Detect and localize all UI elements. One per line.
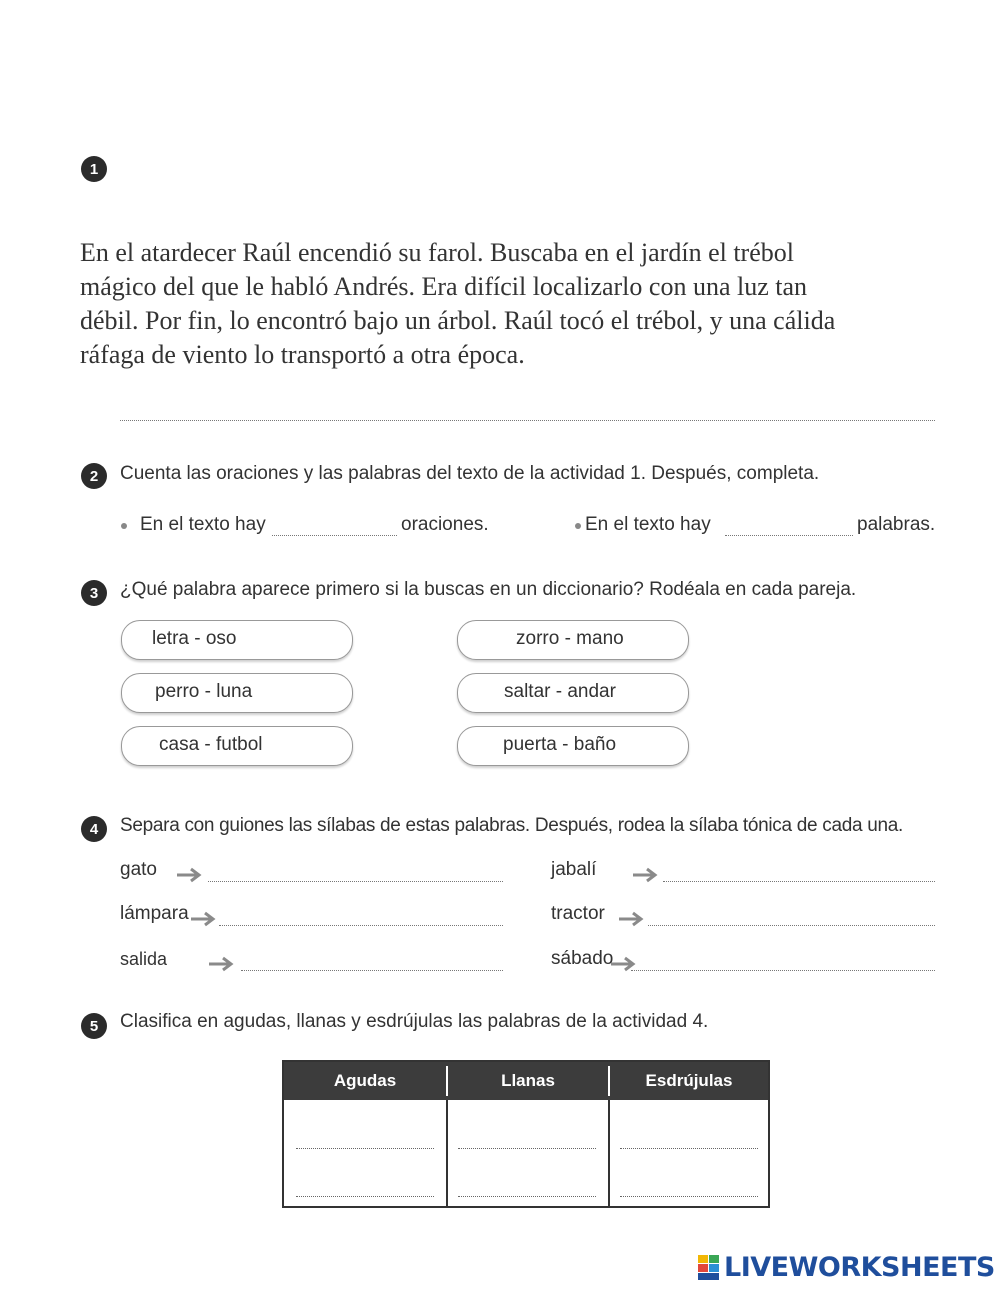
word-pair-text: zorro - mano (516, 628, 624, 649)
activity-1-number: 1 (81, 156, 107, 182)
syllable-word: jabalí (551, 859, 597, 880)
arrow-right-icon (618, 911, 646, 927)
llanas-answer-line[interactable] (458, 1196, 596, 1197)
word-pair-text: perro - luna (155, 681, 253, 702)
agudas-answer-line[interactable] (296, 1196, 434, 1197)
arrow-right-icon (632, 867, 660, 883)
activity-2-instruction: Cuenta las oraciones y las palabras del texto de la actividad 1. Después, completa. (120, 463, 820, 484)
word-count-input[interactable] (725, 535, 853, 536)
liveworksheets-logo (698, 1250, 995, 1284)
story-line: mágico del que le habló Andrés. Era difícil localizarlo con una luz tan (80, 272, 808, 301)
word-pair-text: puerta - baño (503, 734, 617, 755)
activity-4-number: 4 (81, 816, 107, 842)
syllable-answer-line[interactable] (219, 925, 503, 926)
word-pair-pill[interactable] (121, 726, 353, 766)
word-pair-text: letra - oso (152, 628, 237, 649)
classification-table (282, 1060, 770, 1208)
sentence-count-suffix: oraciones. (401, 514, 489, 535)
agudas-answer-line[interactable] (296, 1148, 434, 1149)
syllable-word: tractor (551, 903, 605, 924)
activity-5-number: 5 (81, 1013, 107, 1039)
sentence-count-label: En el texto hay (140, 514, 266, 535)
esdrujulas-answer-line[interactable] (620, 1148, 758, 1149)
word-count-label: En el texto hay (585, 514, 711, 535)
story-line: débil. Por fin, lo encontró bajo un árbol. Raúl tocó el trébol, y una cálida (80, 306, 836, 335)
syllable-word: sábado (551, 948, 614, 969)
word-pair-pill[interactable] (457, 726, 689, 766)
syllable-answer-line[interactable] (631, 970, 935, 971)
header-llanas: Llanas (501, 1071, 555, 1090)
word-pair-pill[interactable] (457, 673, 689, 713)
word-pair-text: saltar - andar (504, 681, 616, 702)
brand-name: LIVEWORKSHEETS (724, 1251, 995, 1283)
story-line: ráfaga de viento lo transportó a otra época. (80, 340, 525, 369)
syllable-word: gato (120, 859, 157, 880)
story-text (80, 236, 950, 372)
word-pair-pill[interactable] (457, 620, 689, 660)
activity-3-instruction: ¿Qué palabra aparece primero si la buscas en un diccionario? Rodéala en cada pareja. (120, 579, 857, 600)
word-pair-pill[interactable] (121, 620, 353, 660)
arrow-right-icon (208, 956, 236, 972)
header-agudas: Agudas (333, 1071, 397, 1090)
syllable-answer-line[interactable] (241, 970, 503, 971)
table-header (284, 1062, 768, 1100)
liveworksheets-logo-icon (698, 1253, 720, 1281)
column-divider (608, 1100, 610, 1206)
syllable-answer-line[interactable] (663, 881, 935, 882)
activity-4-instruction: Separa con guiones las sílabas de estas palabras. Después, rodea la sílaba tónica de cada una. (120, 815, 904, 836)
sentence-count-input[interactable] (272, 535, 397, 536)
activity-3-number: 3 (81, 580, 107, 606)
bullet (575, 523, 581, 529)
word-pair-text: casa - futbol (159, 734, 263, 755)
syllable-word: salida (120, 949, 168, 969)
arrow-right-icon (190, 911, 218, 927)
llanas-answer-line[interactable] (458, 1148, 596, 1149)
arrow-right-icon (176, 867, 204, 883)
answer-line-activity-1[interactable] (120, 420, 935, 421)
syllable-answer-line[interactable] (648, 925, 935, 926)
activity-5-instruction: Clasifica en agudas, llanas y esdrújulas las palabras de la actividad 4. (120, 1011, 709, 1032)
bullet (121, 523, 127, 529)
header-esdrujulas: Esdrújulas (645, 1071, 733, 1090)
word-count-suffix: palabras. (857, 514, 936, 535)
story-line: En el atardecer Raúl encendió su farol. Buscaba en el jardín el trébol (80, 238, 794, 267)
activity-2-number: 2 (81, 463, 107, 489)
column-divider (446, 1100, 448, 1206)
syllable-word: lámpara (120, 903, 189, 924)
syllable-answer-line[interactable] (208, 881, 503, 882)
esdrujulas-answer-line[interactable] (620, 1196, 758, 1197)
word-pair-pill[interactable] (121, 673, 353, 713)
